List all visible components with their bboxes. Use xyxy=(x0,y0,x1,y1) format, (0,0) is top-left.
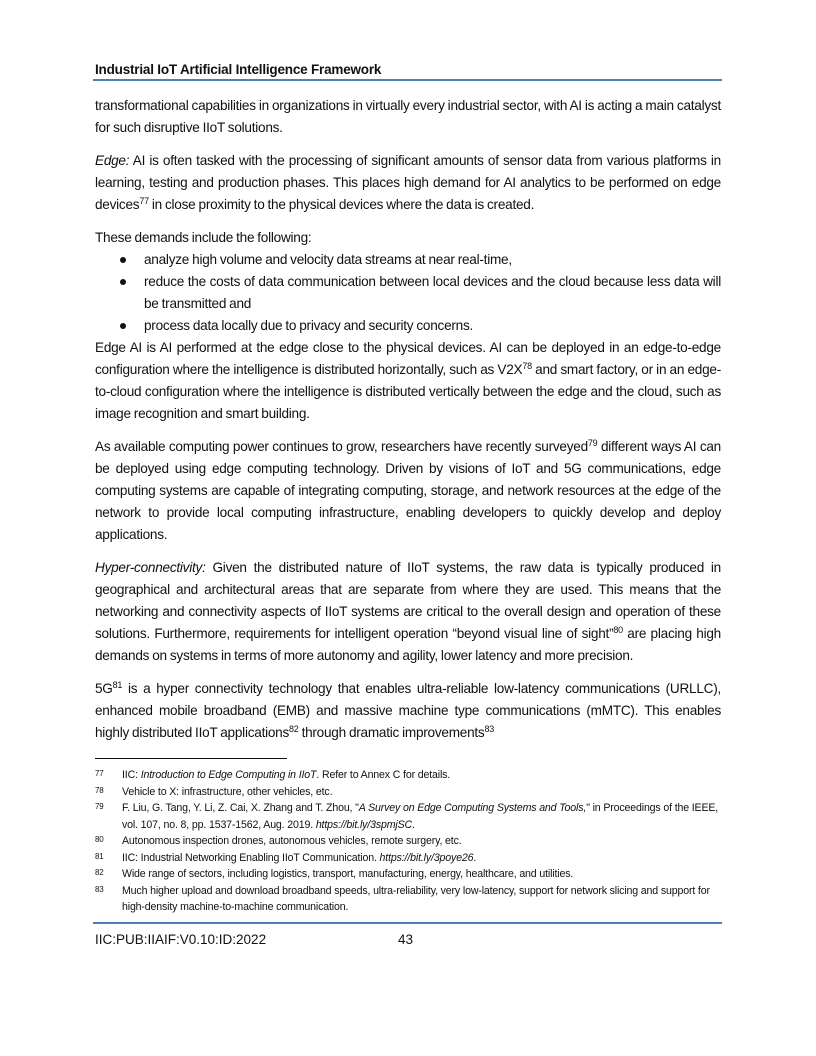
paragraph-computing-power xyxy=(95,436,721,546)
footnote-number: 77 xyxy=(95,769,104,778)
text-run: through dramatic improvements xyxy=(298,725,485,740)
text-run: . xyxy=(473,851,477,864)
page-number: 43 xyxy=(398,931,414,947)
running-header: Industrial IoT Artificial Intelligence Framework xyxy=(95,62,382,77)
text-run: https://bit.ly/3spmjSC xyxy=(315,818,413,831)
footnote-reference[interactable]: 78 xyxy=(522,361,532,371)
text-run: AI is often tasked with the processing of significant amounts of sensor data from various platforms in learning, testing and production phases. This places high demand for AI analytics to be performed on edge devices xyxy=(95,153,721,212)
text-run: These demands include the following: xyxy=(95,230,312,245)
footnote-text xyxy=(122,833,462,850)
text-run: Much higher upload and download broadband speeds, ultra-reliability, very low-latency, support for network slicing and support for high-density machine-to-machine communication. xyxy=(122,884,710,913)
footnote-reference[interactable]: 83 xyxy=(484,724,494,734)
text-run: and smart factory, or in an edge-to-cloud configuration where the intelligence is distributed vertically between the edge and the cloud, such as image recognition and smart building. xyxy=(95,362,721,421)
text-run: Given the distributed nature of IIoT systems, the raw data is typically produced in geographical and architectural areas that are separate from where they are used. This means that the networking and connectivity aspects of IIoT systems are critical to the overall design and operation of these solutions. Furthermore, requirements for intelligent operation “beyond visual line of sight” xyxy=(95,560,721,641)
footnote-reference[interactable]: 77 xyxy=(139,196,149,206)
text-run: As available computing power continues to grow, researchers have recently surveyed xyxy=(95,439,588,454)
text-run: IIC: xyxy=(122,769,141,781)
document-id: IIC:PUB:IIAIF:V0.10:ID:2022 xyxy=(95,931,267,947)
footnote-number: 80 xyxy=(95,835,104,844)
paragraph-hyper-connectivity xyxy=(95,557,721,667)
text-run: . xyxy=(412,818,415,831)
bullet-item: process data locally due to privacy and security concerns. xyxy=(118,315,721,337)
footnotes xyxy=(95,767,721,916)
text-run: Vehicle to X: infrastructure, other vehicles, etc. xyxy=(122,785,333,798)
footnote-text xyxy=(122,850,476,867)
text-run: Introduction to Edge Computing in IIoT xyxy=(140,769,317,781)
text-run: " in Proceedings of the IEEE, vol. 107, no. 8, pp. 1537-1562, Aug. 2019. xyxy=(122,802,719,831)
paragraph xyxy=(95,95,721,139)
paragraph-5g xyxy=(95,678,721,744)
text-run: https://bit.ly/3poye26 xyxy=(379,851,474,864)
footnote xyxy=(95,767,721,784)
text-run: Autonomous inspection drones, autonomous vehicles, remote surgery, etc. xyxy=(122,835,462,847)
footnote-number: 79 xyxy=(95,802,104,811)
footnote xyxy=(95,800,721,833)
footnote-number: 81 xyxy=(95,851,104,861)
footnote-rule xyxy=(95,758,287,759)
text-run: different ways AI can be deployed using edge computing technology. Driven by visions of IoT and 5G communications, edge computing systems are capable of integrating computing, storage, and network resources at the edge of the network to provide local computing infrastructure, enabling developers to quickly develop and deploy applications. xyxy=(95,439,721,542)
text-run: Edge: xyxy=(95,153,130,168)
text-run: IIC: Industrial Networking Enabling IIoT Communication. xyxy=(122,851,380,864)
text-run: in close proximity to the physical devices where the data is created. xyxy=(148,197,535,212)
bullet-item: reduce the costs of data communication between local devices and the cloud because less data will be transmitted and xyxy=(118,271,721,315)
text-run: Edge AI is AI performed at the edge close to the physical devices. AI can be deployed in an edge-to-edge configuration where the intelligence is distributed horizontally, such as V2X xyxy=(95,340,721,377)
footnote xyxy=(95,784,721,801)
footnote-text xyxy=(122,800,721,833)
footnote-number: 78 xyxy=(95,785,104,795)
text-run: is a hyper connectivity technology that enables ultra-reliable low-latency communications (URLLC), enhanced mobile broadband (EMB) and massive machine type communications (mMTC). This enables highly distributed IIoT applications xyxy=(95,681,721,740)
bullet-item: analyze high volume and velocity data streams at near real-time, xyxy=(118,249,721,271)
paragraph-edge xyxy=(95,150,721,216)
text-run: . Refer to Annex C for details. xyxy=(316,769,451,781)
text-run: Wide range of sectors, including logistics, transport, manufacturing, energy, healthcare, and utilities. xyxy=(122,868,574,880)
footnote xyxy=(95,833,721,850)
footnote xyxy=(95,850,721,867)
footnote-text xyxy=(122,883,721,916)
footnote-text xyxy=(122,866,573,883)
footnote-number: 82 xyxy=(95,868,104,877)
header-rule xyxy=(93,79,722,81)
text-run: are placing high demands on systems in terms of more autonomy and agility, lower latency and more precision. xyxy=(95,626,721,663)
footer xyxy=(95,930,721,950)
paragraph-edge-ai xyxy=(95,337,721,425)
footnote-text xyxy=(122,784,332,801)
text-run: transformational capabilities in organizations in virtually every industrial sector, with AI is acting a main catalyst for such disruptive IIoT solutions. xyxy=(95,98,721,135)
paragraph-demands-intro xyxy=(95,227,721,249)
footer-rule xyxy=(93,922,722,924)
footnote xyxy=(95,866,721,883)
footnote-reference[interactable]: 81 xyxy=(112,680,123,690)
footnote-text xyxy=(122,767,450,784)
footnote-reference[interactable]: 80 xyxy=(613,625,623,635)
text-run: A Survey on Edge Computing Systems and Tools, xyxy=(358,802,587,814)
text-run: Hyper-connectivity: xyxy=(95,560,206,575)
text-run: F. Liu, G. Tang, Y. Li, Z. Cai, X. Zhang and T. Zhou, " xyxy=(122,802,359,814)
bullet-list xyxy=(118,249,721,337)
text-run: 5G xyxy=(95,681,113,696)
footnote-number: 83 xyxy=(95,884,104,894)
footnote xyxy=(95,883,721,916)
footnote-reference[interactable]: 79 xyxy=(587,438,598,448)
footnote-reference[interactable]: 82 xyxy=(289,724,299,734)
